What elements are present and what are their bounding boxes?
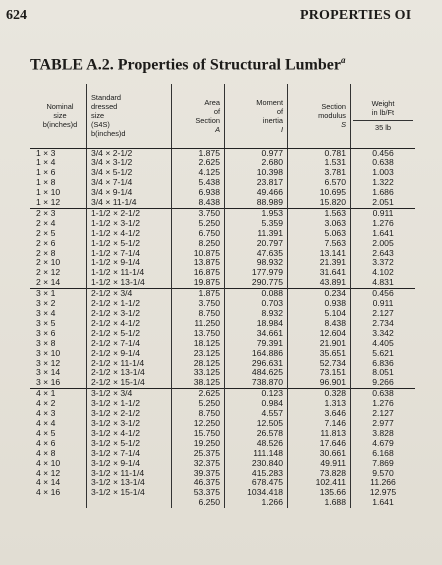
table-cell: 6.168: [351, 449, 416, 459]
table-cell: 0.984: [225, 399, 288, 409]
table-row: [30, 249, 415, 259]
table-cell: 177.979: [225, 268, 288, 278]
table-cell: 164.886: [225, 349, 288, 359]
table-cell: 5.250: [172, 219, 225, 229]
table-cell: 2 × 6: [36, 237, 56, 248]
table-cell: 111.148: [225, 449, 288, 459]
table-cell: 5.063: [288, 229, 351, 239]
table-row: [30, 148, 415, 158]
table-cell: 1 × 4: [36, 157, 56, 168]
table-cell: 2.051: [351, 198, 416, 208]
table-cell: 0.638: [351, 389, 416, 399]
table-cell: 1 × 12: [36, 197, 61, 208]
table-cell: [87, 498, 172, 508]
table-cell: 23.817: [225, 178, 288, 188]
table-cell: 33.125: [172, 368, 225, 378]
table-row: [30, 359, 415, 369]
table-cell: 2-1/2 × 5-1/2: [87, 329, 172, 339]
table-cell: 2-1/2 × 7-1/4: [87, 339, 172, 349]
table-cell: 4 × 6: [36, 437, 56, 448]
table-cell: 2.643: [351, 249, 416, 259]
header-weight: Weight in lb/Ft 35 lb: [351, 84, 416, 148]
table-cell: 2.005: [351, 239, 416, 249]
table-cell: 102.411: [288, 478, 351, 488]
table-cell: 3-1/2 × 15-1/4: [87, 488, 172, 498]
table-row: [30, 229, 415, 239]
table-cell: 4 × 10: [36, 457, 61, 468]
table-cell: 5.621: [351, 349, 416, 359]
header-moment-of-inertia: Moment of inertia I: [225, 84, 288, 148]
table-cell: 8.250: [172, 239, 225, 249]
table-cell: 0.123: [225, 389, 288, 399]
table-cell: 415.283: [225, 469, 288, 479]
table-cell: 1 × 10: [36, 187, 61, 198]
table-row: [30, 239, 415, 249]
table-cell: 4 × 14: [36, 477, 61, 488]
table-cell: 2-1/2 × 4-1/2: [87, 319, 172, 329]
table-cell: 79.391: [225, 339, 288, 349]
table-cell: 3 × 8: [36, 337, 56, 348]
page-number: 624: [6, 8, 27, 23]
table-cell: 2.680: [225, 158, 288, 168]
table-cell: 2-1/2 × 13-1/4: [87, 368, 172, 378]
table-cell: 39.375: [172, 469, 225, 479]
table-row: [30, 188, 415, 198]
table-cell: 8.932: [225, 309, 288, 319]
table-row: [30, 389, 415, 399]
table-cell: 13.875: [172, 258, 225, 268]
table-cell: 3-1/2 × 13-1/4: [87, 478, 172, 488]
table-cell: 16.875: [172, 268, 225, 278]
table-cell: 484.625: [225, 368, 288, 378]
table-row: [30, 498, 415, 508]
table-row: [30, 459, 415, 469]
table-cell: 21.901: [288, 339, 351, 349]
table-cell: 0.456: [351, 148, 416, 158]
table-cell: 2-1/2 × 3-1/2: [87, 309, 172, 319]
table-cell: 4 × 1: [30, 389, 87, 399]
table-row: [30, 219, 415, 229]
table-title-text: TABLE A.2. Properties of Structural Lumber: [30, 56, 341, 74]
table-cell: 2.127: [351, 409, 416, 419]
table-cell: 2 × 3: [30, 208, 87, 218]
table-row: [30, 289, 415, 299]
lumber-properties-table: [30, 84, 415, 508]
table-cell: 3.646: [288, 409, 351, 419]
table-cell: 3 × 12: [36, 357, 61, 368]
table-cell: 1-1/2 × 13-1/4: [87, 278, 172, 288]
table-cell: 1-1/2 × 4-1/2: [87, 229, 172, 239]
header-area: Area of Section A: [172, 84, 225, 148]
table-cell: 34.661: [225, 329, 288, 339]
table-row: [30, 268, 415, 278]
table-cell: 11.813: [288, 429, 351, 439]
table-cell: 12.250: [172, 419, 225, 429]
table-row: [30, 278, 415, 288]
table-cell: 19.250: [172, 439, 225, 449]
table-cell: 4 × 16: [36, 487, 61, 498]
table-cell: 1-1/2 × 7-1/4: [87, 249, 172, 259]
table-cell: 17.646: [288, 439, 351, 449]
table-cell: 3.828: [351, 429, 416, 439]
table-cell: 2.977: [351, 419, 416, 429]
table-cell: 18.125: [172, 339, 225, 349]
table-cell: 2.625: [172, 389, 225, 399]
table-cell: 1.875: [172, 289, 225, 299]
table-cell: 1.322: [351, 178, 416, 188]
table-cell: 2 × 14: [36, 277, 61, 288]
table-cell: 3/4 × 11-1/4: [87, 198, 172, 208]
table-row: [30, 339, 415, 349]
table-cell: 1.641: [351, 229, 416, 239]
table-row: [30, 399, 415, 409]
table-cell: 12.975: [351, 488, 416, 498]
table-cell: 11.266: [351, 478, 416, 488]
table-cell: 4.831: [351, 278, 416, 288]
table-cell: 13.750: [172, 329, 225, 339]
table-cell: 5.250: [172, 399, 225, 409]
table-cell: 11.391: [225, 229, 288, 239]
table-cell: 1.313: [288, 399, 351, 409]
table-cell: 4 × 4: [36, 417, 56, 428]
table-cell: 96.901: [288, 378, 351, 388]
table-cell: 3-1/2 × 1-1/2: [87, 399, 172, 409]
table-cell: 1.531: [288, 158, 351, 168]
table-cell: 290.775: [225, 278, 288, 288]
table-cell: 3/4 × 5-1/2: [87, 168, 172, 178]
table-cell: 1.641: [351, 498, 416, 508]
table-cell: 3 × 14: [36, 367, 61, 378]
table-cell: 0.977: [225, 148, 288, 158]
table-cell: 0.911: [351, 299, 416, 309]
table-cell: 10.398: [225, 168, 288, 178]
table-row: [30, 299, 415, 309]
table-cell: 8.750: [172, 309, 225, 319]
table-cell: 4.125: [172, 168, 225, 178]
table-row: [30, 258, 415, 268]
table-cell: [30, 498, 87, 508]
table-cell: 1 × 8: [36, 177, 56, 188]
table-cell: 3-1/2 × 11-1/4: [87, 469, 172, 479]
table-cell: 0.234: [288, 289, 351, 299]
table-cell: 2 × 5: [36, 227, 56, 238]
table-cell: 1.276: [351, 399, 416, 409]
table-cell: 2-1/2 × 3/4: [87, 289, 172, 299]
table-cell: 4.405: [351, 339, 416, 349]
table-cell: 28.125: [172, 359, 225, 369]
table-cell: 98.932: [225, 258, 288, 268]
table-cell: 4 × 3: [36, 408, 56, 419]
table-cell: 0.328: [288, 389, 351, 399]
header-section-modulus: Section modulus S: [288, 84, 351, 148]
table-cell: 230.840: [225, 459, 288, 469]
table-cell: 3-1/2 × 4-1/2: [87, 429, 172, 439]
table-row: [30, 419, 415, 429]
table-cell: 3-1/2 × 3/4: [87, 389, 172, 399]
table-cell: 2 × 12: [36, 267, 61, 278]
table-cell: 296.631: [225, 359, 288, 369]
table-cell: 0.088: [225, 289, 288, 299]
table-cell: 15.820: [288, 198, 351, 208]
table-cell: 1-1/2 × 9-1/4: [87, 258, 172, 268]
table-row: [30, 368, 415, 378]
table-cell: 88.989: [225, 198, 288, 208]
table-cell: 31.641: [288, 268, 351, 278]
table-cell: 6.938: [172, 188, 225, 198]
table-body: [30, 148, 415, 508]
table-cell: 73.151: [288, 368, 351, 378]
table-row: [30, 158, 415, 168]
table-cell: 2-1/2 × 1-1/2: [87, 299, 172, 309]
table-cell: 4.557: [225, 409, 288, 419]
table-cell: 26.578: [225, 429, 288, 439]
table-cell: 678.475: [225, 478, 288, 488]
table-cell: 9.570: [351, 469, 416, 479]
table-cell: 1.875: [172, 148, 225, 158]
table-cell: 1.686: [351, 188, 416, 198]
table-row: [30, 488, 415, 498]
table-row: [30, 349, 415, 359]
table-cell: 49.466: [225, 188, 288, 198]
table-cell: 1.688: [288, 498, 351, 508]
table-row: [30, 319, 415, 329]
table-cell: 19.875: [172, 278, 225, 288]
table-row: [30, 449, 415, 459]
table-row: [30, 378, 415, 388]
header-dressed-size: Standard dressed size (S4S) b(inches)d: [87, 84, 172, 148]
table-cell: 6.250: [172, 498, 225, 508]
table-cell: 1-1/2 × 11-1/4: [87, 268, 172, 278]
table-cell: 2 × 4: [36, 217, 56, 228]
table-cell: 15.750: [172, 429, 225, 439]
table-cell: 3-1/2 × 2-1/2: [87, 409, 172, 419]
table-cell: 3 × 5: [36, 317, 56, 328]
header-nominal-size: Nominal size b(inches)d: [30, 84, 87, 148]
running-head: PROPERTIES OI: [300, 8, 412, 23]
table-cell: 1-1/2 × 2-1/2: [87, 208, 172, 218]
table-cell: 3 × 1: [30, 289, 87, 299]
table-cell: 1.953: [225, 208, 288, 218]
table-cell: 3.342: [351, 329, 416, 339]
table-cell: 11.250: [172, 319, 225, 329]
table-cell: 35.651: [288, 349, 351, 359]
table-cell: 20.797: [225, 239, 288, 249]
table-cell: 3 × 6: [36, 327, 56, 338]
table-cell: 0.938: [288, 299, 351, 309]
table-cell: 4 × 8: [36, 447, 56, 458]
table-cell: 3.063: [288, 219, 351, 229]
table-cell: 7.869: [351, 459, 416, 469]
table-cell: 3 × 2: [36, 298, 56, 309]
table-cell: 3-1/2 × 7-1/4: [87, 449, 172, 459]
table-cell: 8.750: [172, 409, 225, 419]
table-cell: 3/4 × 9-1/4: [87, 188, 172, 198]
table-cell: 2.127: [351, 309, 416, 319]
table-cell: 43.891: [288, 278, 351, 288]
table-cell: 3.750: [172, 299, 225, 309]
table-row: [30, 429, 415, 439]
table-cell: 32.375: [172, 459, 225, 469]
table-cell: 12.604: [288, 329, 351, 339]
table-cell: 2.625: [172, 158, 225, 168]
table-cell: 8.051: [351, 368, 416, 378]
table-cell: 21.391: [288, 258, 351, 268]
table-cell: 1.276: [351, 219, 416, 229]
table-cell: 1 × 3: [36, 147, 56, 158]
header-weight-35lb: 35 lb: [353, 120, 413, 132]
table-cell: 2-1/2 × 11-1/4: [87, 359, 172, 369]
table-cell: 0.638: [351, 158, 416, 168]
table-cell: 7.563: [288, 239, 351, 249]
table-cell: 9.266: [351, 378, 416, 388]
table-cell: 5.359: [225, 219, 288, 229]
table-row: [30, 469, 415, 479]
table-cell: 0.781: [288, 148, 351, 158]
table-cell: 8.438: [172, 198, 225, 208]
table-cell: 3/4 × 7-1/4: [87, 178, 172, 188]
table-cell: 2 × 10: [36, 257, 61, 268]
table-cell: 49.911: [288, 459, 351, 469]
table-cell: 5.104: [288, 309, 351, 319]
table-cell: 4.679: [351, 439, 416, 449]
table-cell: 38.125: [172, 378, 225, 388]
table-cell: 3-1/2 × 5-1/2: [87, 439, 172, 449]
table-cell: 1-1/2 × 3-1/2: [87, 219, 172, 229]
table-cell: 1-1/2 × 5-1/2: [87, 239, 172, 249]
table-row: [30, 409, 415, 419]
table-title-footnote-mark: a: [340, 55, 346, 65]
table-cell: 135.66: [288, 488, 351, 498]
table-cell: 3 × 10: [36, 347, 61, 358]
table-cell: 23.125: [172, 349, 225, 359]
table-cell: 3 × 4: [36, 308, 56, 318]
table-cell: 18.984: [225, 319, 288, 329]
table-row: [30, 168, 415, 178]
table-cell: 10.875: [172, 249, 225, 259]
table-cell: 3.781: [288, 168, 351, 178]
table-cell: 46.375: [172, 478, 225, 488]
table-cell: 10.695: [288, 188, 351, 198]
table-cell: 738.870: [225, 378, 288, 388]
table-cell: 3-1/2 × 9-1/4: [87, 459, 172, 469]
table-cell: 30.661: [288, 449, 351, 459]
table-cell: 3/4 × 3-1/2: [87, 158, 172, 168]
table-row: [30, 198, 415, 208]
table-cell: 2-1/2 × 15-1/4: [87, 378, 172, 388]
table-cell: 47.635: [225, 249, 288, 259]
table-cell: 1.563: [288, 208, 351, 218]
table-cell: 48.526: [225, 439, 288, 449]
table-cell: 0.456: [351, 289, 416, 299]
table-row: [30, 439, 415, 449]
table-cell: 7.146: [288, 419, 351, 429]
table-cell: 1034.418: [225, 488, 288, 498]
table-cell: 3 × 16: [36, 377, 61, 388]
table-cell: 3-1/2 × 3-1/2: [87, 419, 172, 429]
table-cell: 0.703: [225, 299, 288, 309]
table-row: [30, 178, 415, 188]
table-cell: 1.266: [225, 498, 288, 508]
table-row: [30, 208, 415, 218]
table-cell: 73.828: [288, 469, 351, 479]
table-cell: 0.911: [351, 208, 416, 218]
table-cell: 1.003: [351, 168, 416, 178]
table-cell: 3/4 × 2-1/2: [87, 148, 172, 158]
table-cell: 25.375: [172, 449, 225, 459]
table-row: [30, 329, 415, 339]
table-cell: 6.750: [172, 229, 225, 239]
table-cell: 5.438: [172, 178, 225, 188]
table-cell: 2-1/2 × 9-1/4: [87, 349, 172, 359]
table-cell: 8.438: [288, 319, 351, 329]
table-cell: 1 × 6: [36, 167, 56, 178]
table-cell: 3.372: [351, 258, 416, 268]
table-cell: 2 × 8: [36, 247, 56, 258]
table-title: [30, 55, 345, 74]
table-cell: 13.141: [288, 249, 351, 259]
table-cell: 2.734: [351, 319, 416, 329]
table-cell: 12.505: [225, 419, 288, 429]
table-cell: 4 × 12: [36, 467, 61, 478]
table-cell: 53.375: [172, 488, 225, 498]
table-cell: 4 × 5: [36, 427, 56, 438]
table-cell: 52.734: [288, 359, 351, 369]
table-cell: 6.570: [288, 178, 351, 188]
table-cell: 3.750: [172, 208, 225, 218]
table-cell: 4 × 2: [36, 398, 56, 409]
table-cell: 6.836: [351, 359, 416, 369]
table-row: [30, 478, 415, 488]
table-row: [30, 309, 415, 319]
table-cell: 4.102: [351, 268, 416, 278]
